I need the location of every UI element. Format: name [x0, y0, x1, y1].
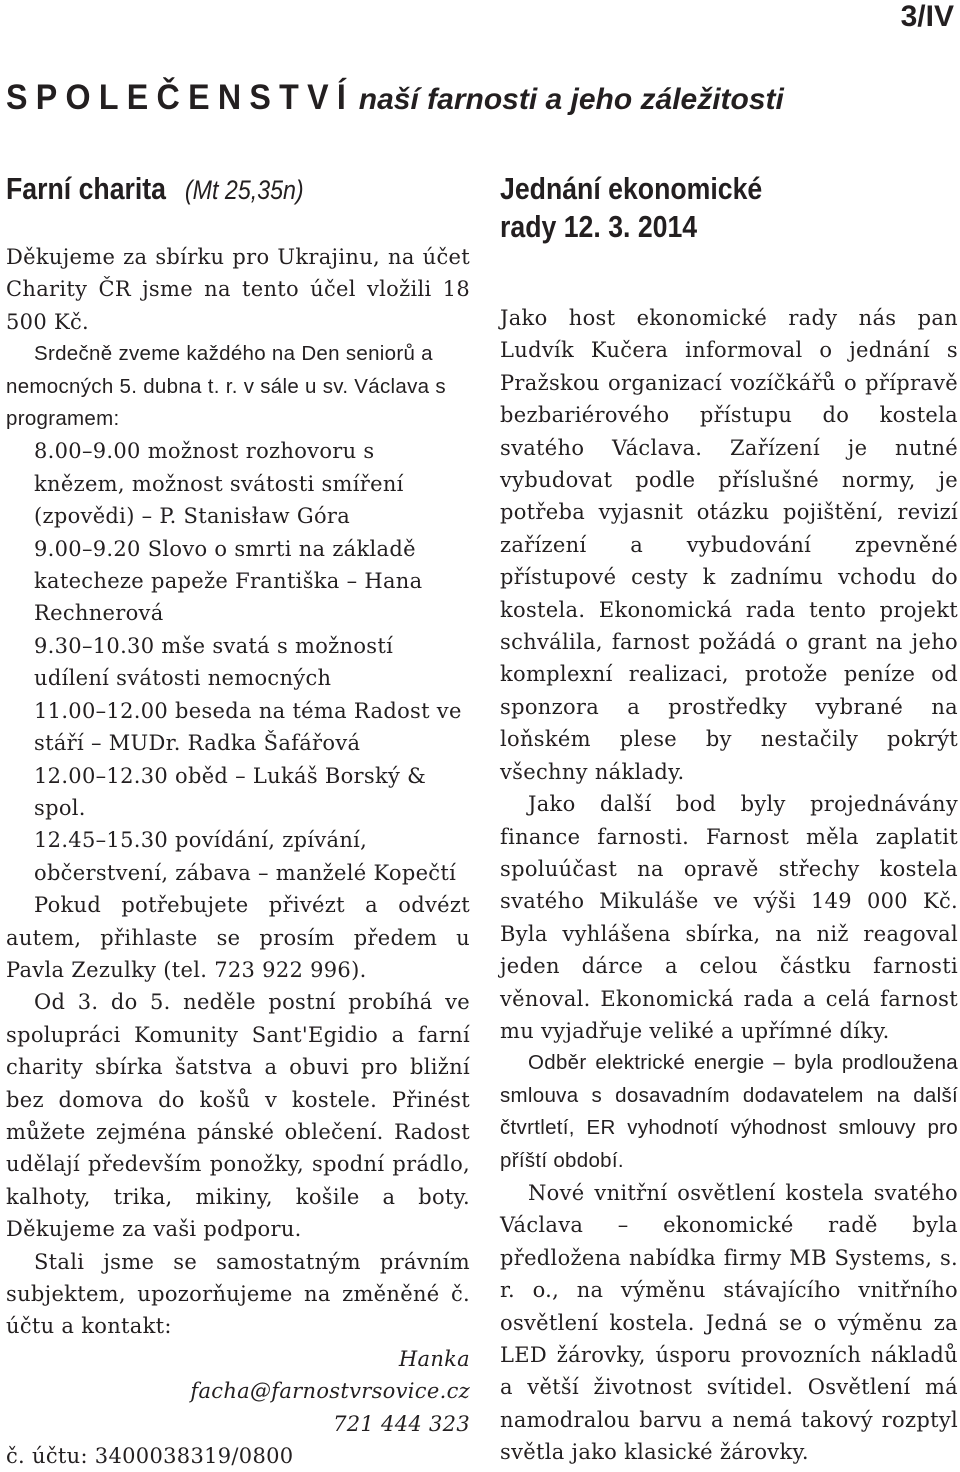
economic-council-heading: Jednání ekonomické rady 12. 3. 2014: [500, 171, 763, 244]
paragraph-seniors-day: Srdečně zveme každého na Den seniorů a nemocných 5. dubna t. r. v sále u sv. Václava s programem:: [6, 342, 446, 431]
farni-charita-heading: [6, 170, 405, 209]
bank-account: č. účtu: 3400038319/0800: [6, 1444, 294, 1469]
page-number: 3/IV: [900, 0, 954, 33]
program-item: 12.00–12.30 oběd – Lukáš Borský & spol.: [34, 763, 427, 820]
bible-reference: (Mt 25,35n): [184, 175, 304, 205]
right-column: [500, 170, 958, 1469]
paragraph-lighting: Nové vnitřní osvětlení kostela svatého Václava – ekonomické radě byla předložena nabídka firmy MB Systems, s. r. o., na výměnu stávajícího vnitřního osvětlení kostela. Jedná se o výměnu za LED žárovky, úsporu provozních nákladů a větší životnost svítidel. Osvětlení má namodralou barvu a nemá takový rozptyl světla jako klasické žárovky.: [500, 1180, 958, 1465]
paragraph-transport: Pokud potřebujete přivézt a odvézt autem, přihlaste se prosím předem u Pavla Zezulky (tel. 723 922 996).: [6, 893, 470, 982]
program-item: 9.00–9.20 Slovo o smrti na základě katecheze papeže Františka – Hana Rechnerová: [34, 536, 423, 626]
program-item: 8.00–9.00 možnost rozhovoru s knězem, možnost svátosti smíření (zpovědi) – P. Stanisław Góra: [34, 439, 404, 529]
economic-council-article: [500, 302, 958, 1469]
program-item: 9.30–10.30 mše svatá s možností udílení svátosti nemocných: [34, 633, 394, 691]
contact-phone: 721 444 323: [333, 1411, 470, 1436]
paragraph-wheelchair-access: Jako host ekonomické rady nás pan Ludvík Kučera informoval o jednání s Pražskou organizací vozíčkářů o přípravě bezbariérového přístupu do kostela svatého Václava. Zařízení je nutné vybudovat podle příslušné normy, je potřeba vyjasnit otázku pojištění, revizí zařízení a vybudování zpevněné přístupové cesty k zadnímu vchodu do kostela. Ekonomická rada tento projekt schválila, farnost požádá o grant na jeho komplexní realizaci, protože peníze od sponzora a prostředky vybrané na loňském plese by nestačily pokrýt všechny náklady.: [500, 306, 958, 784]
left-column: [6, 170, 470, 1472]
contact-name: Hanka: [398, 1346, 470, 1371]
paragraph-ukraine: Děkujeme za sbírku pro Ukrajinu, na účet Charity ČR jsme na tento účel vložili 18 500 Kč.: [6, 245, 470, 334]
paragraph-electricity: Odběr elektrické energie – byla prodloužena smlouva s dosavadním dodavatelem na další čtvrtletí, ER vyhodnotí výhodnost smlouvy pro příští období.: [500, 1051, 958, 1172]
section-subtitle: naší farnosti a jeho záležitosti: [358, 83, 784, 116]
paragraph-finances: Jako další bod byly projednávány finance farnosti. Farnost měla zaplatit spoluúčast na opravě střechy kostela svatého Mikuláše ve výši 149 000 Kč. Byla vyhlášena sbírka, na niž reagoval jeden dárce a celou částku farnosti věnoval. Ekonomická rada a celá farnost mu vyjadřuje veliké a upřímné díky.: [500, 792, 958, 1043]
heading-text: Farní charita: [6, 171, 167, 206]
section-title: SPOLEČENSTVÍ: [6, 78, 355, 117]
contact-email: facha@farnostvrsovice.cz: [190, 1379, 470, 1404]
section-header: [6, 78, 784, 118]
program-item: 12.45–15.30 povídání, zpívání, občerstvení, zábava – manželé Kopečtí: [34, 828, 457, 885]
paragraph-clothes-collection: Od 3. do 5. neděle postní probíhá ve spolupráci Komunity Sant'Egidio a farní charity sbírka šatstva a obuvi pro bližní bez domova do košů v kostele. Přinést můžete zejména pánské oblečení. Radost udělají především ponožky, spodní prádlo, kalhoty, trika, mikiny, košile a boty. Děkujeme za vaši podporu.: [6, 990, 470, 1242]
program-item: 11.00–12.00 beseda na téma Radost ve stáří – MUDr. Radka Šafářová: [34, 698, 462, 756]
charity-article: [6, 241, 470, 1472]
paragraph-legal-entity: Stali jsme se samostatným právním subjektem, upozorňujeme na změněné č. účtu a kontakt:: [6, 1249, 470, 1339]
